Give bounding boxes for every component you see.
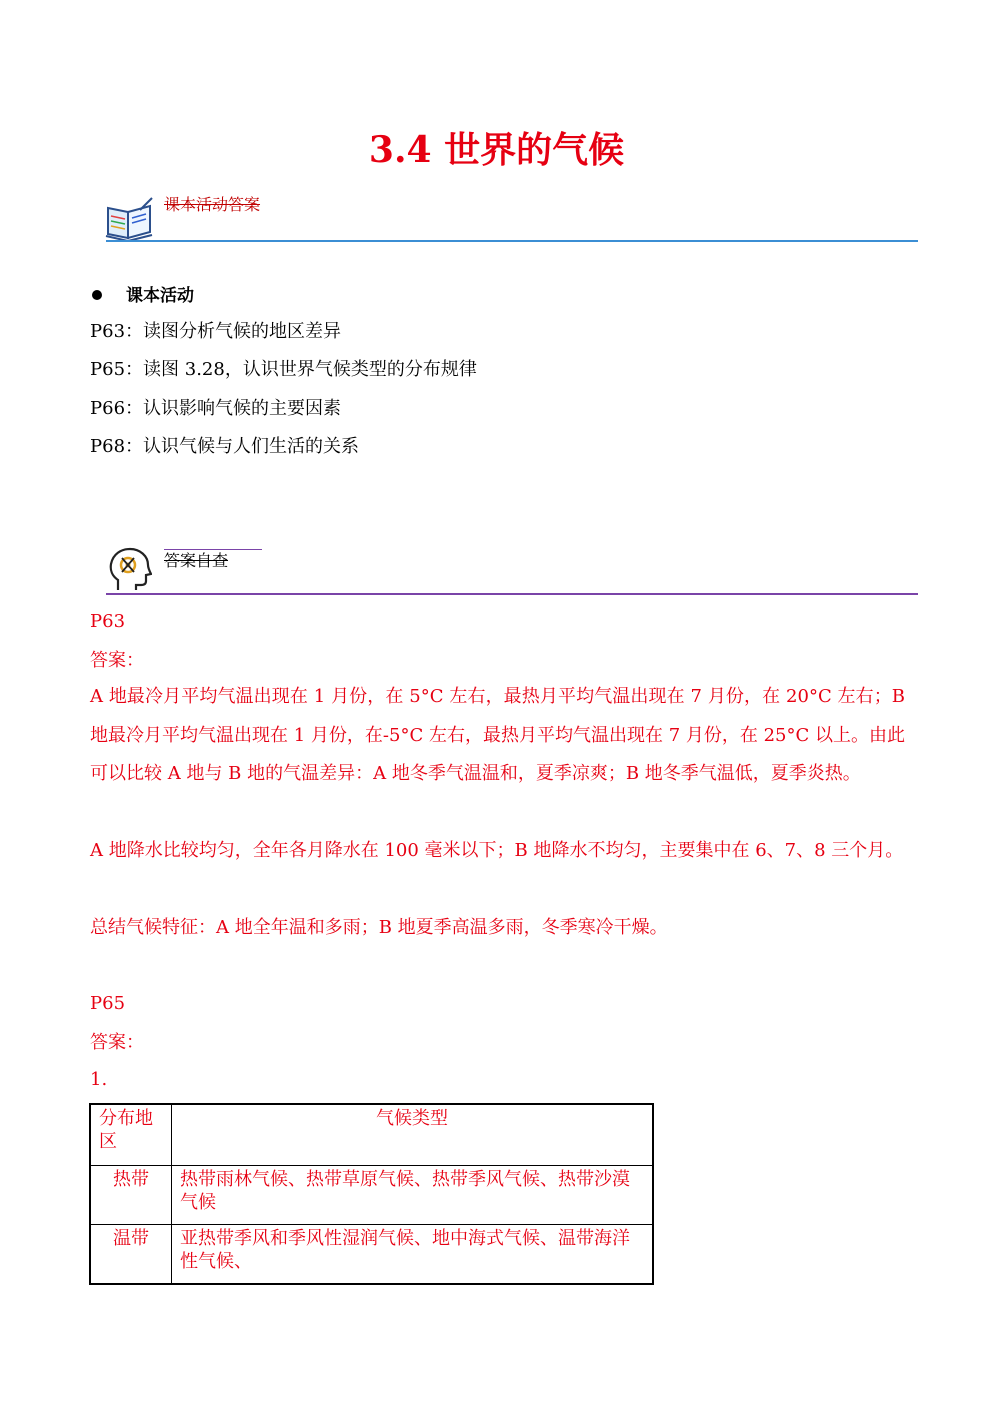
activities-heading: 课本活动 (126, 286, 194, 306)
page-title: 3.4 世界的气候 (368, 129, 625, 171)
item-number: 1. (90, 1069, 108, 1090)
head-gear-icon (108, 546, 152, 592)
section-label-answers: 答案自查 (164, 551, 229, 570)
bullet-icon (92, 290, 102, 300)
section-header-answers (104, 544, 918, 604)
answer-label: 答案： (90, 1032, 144, 1053)
book-icon (104, 196, 156, 242)
climate-table (89, 1103, 654, 1285)
section-divider (106, 240, 918, 242)
answer-paragraph: A 地降水比较均匀，全年各月降水在 100 毫米以下；B 地降水不均匀，主要集中在 6、7、8 三个月。 (90, 840, 904, 861)
page-ref-p65: P65 (90, 993, 126, 1014)
table-cell: 温带 (90, 1225, 172, 1285)
table-cell: 热带 (90, 1166, 172, 1225)
activity-item: P65：读图 3.28，认识世界气候类型的分布规律 (90, 359, 477, 380)
answer-paragraph: A 地最冷月平均气温出现在 1 月份，在 5°C 左右，最热月平均气温出现在 7 月份，在 20°C 左右；B 地最冷月平均气温出现在 1 月份，在-5°C 左右，最热月平均气温出现在 7 月份，在 25°C 以上。由此可以比较 A 地与 B 地的气温差异：A 地冬季气温温和，夏季凉爽；B 地冬季气温低，夏季炎热。 (90, 686, 905, 784)
table-cell: 亚热带季风和季风性湿润气候、地中海式气候、温带海洋性气候、 (172, 1225, 654, 1285)
activity-item: P68：认识气候与人们生活的关系 (90, 436, 360, 457)
activity-item: P63：读图分析气候的地区差异 (90, 321, 342, 342)
short-divider (164, 549, 262, 550)
table-row (90, 1166, 653, 1225)
activity-item: P66：认识影响气候的主要因素 (90, 398, 342, 419)
section-header-activities (104, 192, 918, 252)
section-label-activities: 课本活动答案 (164, 195, 261, 214)
page-ref-p63: P63 (90, 611, 126, 632)
table-cell: 热带雨林气候、热带草原气候、热带季风气候、热带沙漠气候 (172, 1166, 654, 1225)
answer-paragraph: 总结气候特征：A 地全年温和多雨；B 地夏季高温多雨，冬季寒冷干燥。 (90, 917, 668, 938)
table-header-cell: 气候类型 (172, 1104, 654, 1166)
table-row (90, 1225, 653, 1285)
answer-label: 答案： (90, 650, 144, 671)
section-divider (106, 593, 918, 595)
table-header-cell: 分布地区 (90, 1104, 172, 1166)
table-header-row (90, 1104, 653, 1166)
